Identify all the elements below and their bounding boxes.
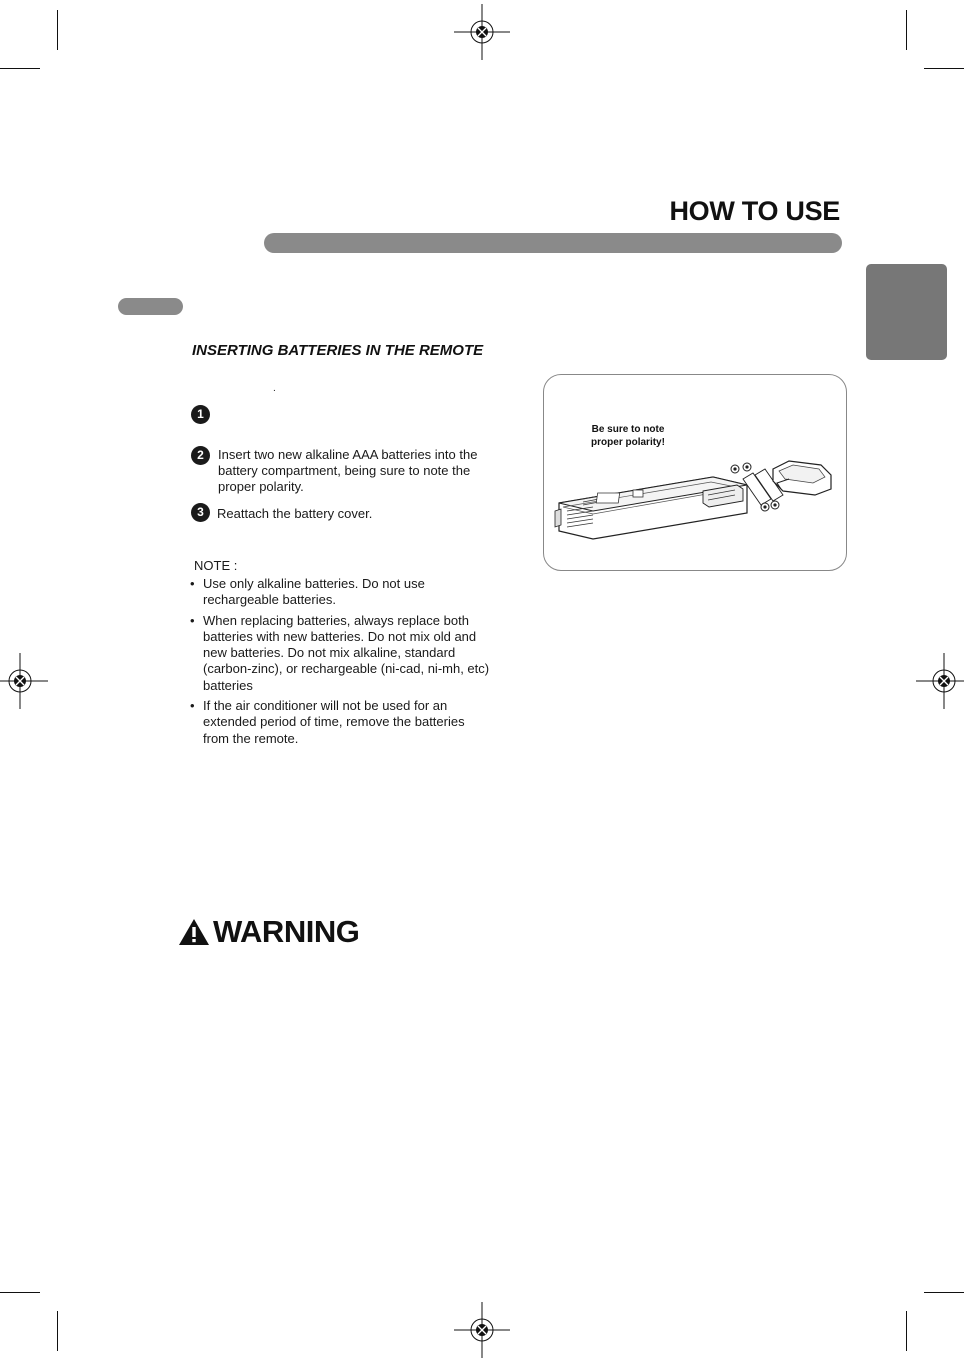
bullet: •	[190, 576, 195, 591]
warning-triangle-icon	[178, 918, 210, 946]
registration-mark-icon	[0, 653, 48, 709]
crop-mark	[0, 1292, 40, 1293]
registration-mark-icon	[454, 4, 510, 60]
warning-heading	[178, 914, 359, 950]
step-2-badge: 2	[191, 446, 210, 465]
registration-mark-icon	[916, 653, 964, 709]
intro-fragment: .	[273, 383, 276, 394]
step-3-text: Reattach the battery cover.	[217, 506, 373, 521]
remote-battery-illustration-icon	[553, 455, 835, 545]
note-item-text: Use only alkaline batteries. Do not use rechargeable batteries.	[203, 576, 425, 608]
crop-mark	[906, 1311, 907, 1351]
title-underline-bar	[264, 233, 842, 253]
note-list	[190, 576, 490, 751]
crop-mark	[57, 10, 58, 50]
crop-mark	[924, 1292, 964, 1293]
polarity-callout: Be sure to note proper polarity!	[591, 424, 665, 448]
bullet: •	[190, 612, 195, 628]
note-item	[190, 576, 490, 609]
step-1-badge: 1	[191, 405, 210, 424]
crop-mark	[0, 68, 40, 69]
step-2-text: Insert two new alkaline AAA batteries into the battery compartment, being sure to note the proper polarity.	[218, 447, 478, 494]
chapter-side-tab	[866, 264, 947, 360]
bullet: •	[190, 698, 195, 714]
note-title: NOTE :	[194, 558, 238, 573]
note-item	[190, 613, 490, 694]
section-pill	[118, 298, 183, 315]
crop-mark	[924, 68, 964, 69]
crop-mark	[57, 1311, 58, 1351]
note-item-text: When replacing batteries, always replace both batteries with new batteries. Do not mix old and new batteries. Do not mix alkaline, standard (carbon-zinc), or rechargeable (ni-cad, ni-mh, etc) batteries	[203, 612, 490, 693]
warning-label: WARNING	[213, 914, 360, 949]
page-title: HOW TO USE	[669, 196, 840, 226]
section-subheading: INSERTING BATTERIES IN THE REMOTE	[192, 342, 484, 359]
registration-mark-icon	[454, 1302, 510, 1358]
step-3-badge: 3	[191, 503, 210, 522]
note-item-text: If the air conditioner will not be used for an extended period of time, remove the batteries from the remote.	[203, 698, 465, 746]
crop-mark	[906, 10, 907, 50]
note-item	[190, 698, 490, 747]
